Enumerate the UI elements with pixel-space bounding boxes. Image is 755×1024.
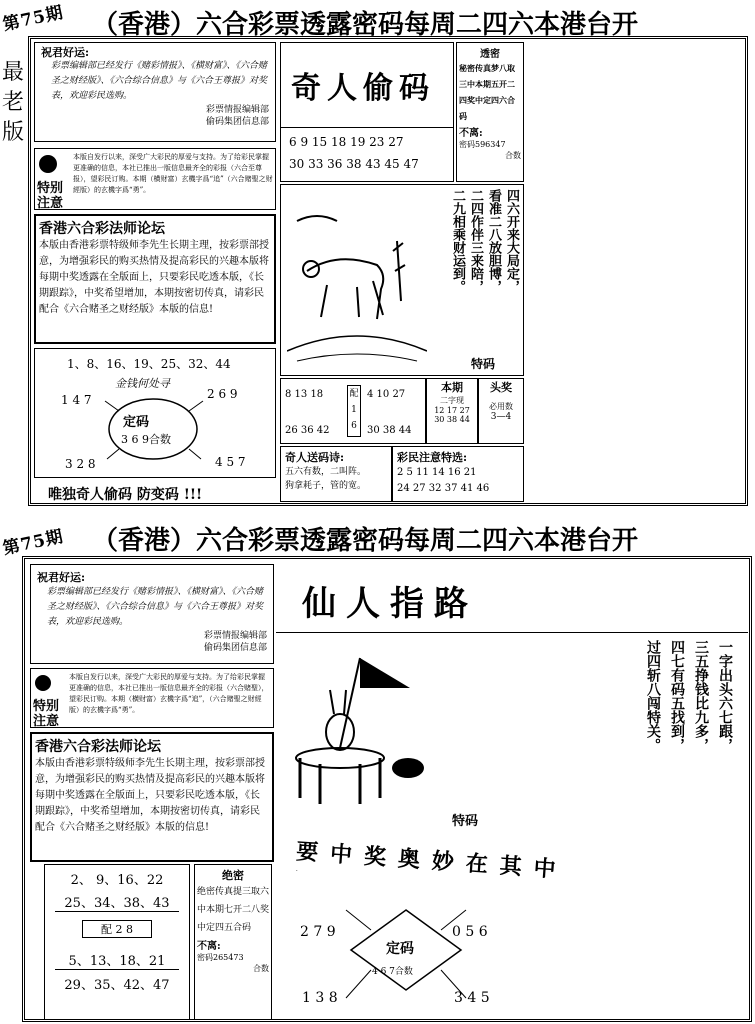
nums-row3: 5、13、18、21 <box>55 950 179 970</box>
toujiang-title: 头奖 <box>490 381 512 394</box>
nums-row2: 25、34、38、43 <box>55 892 179 912</box>
pei-left-top: 8 13 18 <box>285 389 324 400</box>
notice-label-1: 特别 <box>37 181 64 196</box>
section-1 <box>0 0 755 510</box>
songma-line2: 狗拿耗子，管的宽。 <box>285 481 367 491</box>
songma-box <box>280 446 392 502</box>
poem-col-3: 四七有码五找到， <box>669 640 685 752</box>
greeting-body: 彩票编辑部已经发行《赌彩情报》、《横财富》、《六合赌圣之财经版》、《六合综合信息》与《六合王尊报》对奖表，欢迎彩民选购。 <box>51 61 268 101</box>
juemi-box <box>194 864 272 1020</box>
pei-mid: 配 1 6 <box>347 385 361 437</box>
code-left-top: 1 4 7 <box>61 393 92 407</box>
diamond-left-bottom: 1 3 8 <box>302 990 338 1006</box>
nums-box <box>44 864 190 1020</box>
touma-code: 密码596347 <box>459 140 506 149</box>
diamond-left-top: 2 7 9 <box>300 924 336 940</box>
section-2 <box>0 510 755 1024</box>
side-label <box>2 58 24 148</box>
touma-heshu: 合数 <box>505 151 521 160</box>
qiren-divider <box>281 127 453 128</box>
notice-label-2: 注意 <box>33 714 60 729</box>
songma-title: 奇人送码诗: <box>285 451 345 464</box>
page-title: （香港）六合彩票透露密码每周二四六本港台开 <box>92 10 639 40</box>
greeting-box <box>30 564 274 664</box>
side-label-char: 版 <box>2 120 25 145</box>
code-center-label: 定码 <box>123 415 150 430</box>
caimin-title: 彩民注意特选: <box>397 451 468 464</box>
poem-col-4: 过四斩八闯特关。 <box>645 640 661 752</box>
code-panel <box>34 348 276 478</box>
touma-box <box>456 42 524 182</box>
deer-illustration <box>287 201 427 371</box>
pei-box <box>280 378 426 444</box>
footer-slogan: 唯独奇人偷码 防变码 !!! <box>48 487 203 503</box>
touma-title: 透密 <box>480 49 500 60</box>
juemi-code: 密码265473 <box>197 953 244 962</box>
code-center-sub: 3 6 9合数 <box>121 433 171 446</box>
greeting-body: 彩票编辑部已经发行《赌彩情报》、《横财富》、《六合赌圣之财经版》、《六合综合信息》与《六合王尊报》对奖表，欢迎彩民选购。 <box>47 587 264 627</box>
greeting-sign-2: 偷码集团信息部 <box>205 117 269 127</box>
xianren-divider <box>276 632 748 633</box>
qiren-box <box>280 42 454 182</box>
notice-body: 本版自发行以来，深受广大彩民的厚爱与支持。为了给彩民掌握更准确的信息，本社已推出一版信息最齐全的彩报（六合至尊报），望彩民订购。本期（横财富）玄機字爲“追”（六合赌聖之财經版）的玄機字爲“勇”。 <box>73 153 273 194</box>
nums-pei: 配 2 8 <box>82 920 152 938</box>
greeting-box <box>34 42 276 142</box>
bomb-icon <box>35 675 51 691</box>
code-left-bottom: 3 2 8 <box>65 457 96 471</box>
qiren-numbers-2: 30 33 36 38 43 45 47 <box>289 157 419 171</box>
touma-body: 秘密传真梦八取三中本期五开二四奖中定四六合码 <box>459 63 515 121</box>
poem-col-4: 二九相乘财运到。 <box>450 189 465 293</box>
xianren-title: 仙人指路 <box>302 584 478 624</box>
notice-box <box>34 148 276 210</box>
toujiang-box <box>478 378 524 444</box>
forum-body: 本版由香港彩票特级师李先生长期主理，按彩票部授意，为增强彩民的购买热情及提高彩民的兴趣本版将每期中奖透露在全版面上，只要彩民吃透本版，《长期跟踪》，中奖希望增加，本期按密切传真，请彩民配合《六合赌圣之财经版》本版的信息! <box>35 758 265 833</box>
bomb-icon <box>39 155 57 173</box>
benqi-sub: 二字现 <box>440 396 464 405</box>
greeting-sign-2: 偷码集团信息部 <box>203 643 267 653</box>
forum-box <box>34 214 276 344</box>
pei-left-bottom: 26 36 42 <box>285 425 330 436</box>
tema-label: 特码 <box>452 814 479 829</box>
code-right-top: 2 6 9 <box>207 387 238 401</box>
benqi-row1: 12 17 27 <box>434 406 470 415</box>
side-label-char: 最 <box>2 60 25 85</box>
notice-label-2: 注意 <box>37 196 64 211</box>
forum-box <box>30 732 274 862</box>
songma-line1: 五六有数，二叫阵。 <box>285 467 367 477</box>
issue-number: 第75期 <box>1 2 66 36</box>
diamond-right-bottom: 3 4 5 <box>454 990 490 1006</box>
greeting-label: 祝君好运: <box>37 571 86 584</box>
qiren-numbers-1: 6 9 15 18 19 23 27 <box>289 135 404 149</box>
toujiang-val: 3—4 <box>490 412 512 422</box>
forum-title: 香港六合彩法师论坛 <box>35 739 161 755</box>
page-title: （香港）六合彩票透露密码每周二四六本港台开 <box>92 526 639 556</box>
juemi-buli: 不离: <box>197 941 221 952</box>
poem-col-1: 四六开来大局定， <box>504 189 519 293</box>
poem-panel <box>280 184 524 376</box>
diamond-center-label: 定码 <box>386 941 414 957</box>
caimin-row2: 24 27 32 37 41 46 <box>397 483 490 494</box>
poem-col-2: 看准二八放胆博， <box>486 189 501 293</box>
poem-col-2: 三五挣钱比九多， <box>693 640 709 752</box>
side-label-char: 老 <box>2 90 25 115</box>
pei-right-top: 4 10 27 <box>367 389 406 400</box>
forum-body: 本版由香港彩票特级师李先生长期主理，按彩票部授意，为增强彩民的购买热情及提高彩民的兴趣本版将每期中奖透露在全版面上，只要彩民吃透本版，《长期跟踪》，中奖希望增加，本期按密切传真，请彩民配合《六合赌圣之财经版》本版的信息! <box>39 240 269 315</box>
caimin-row1: 2 5 11 14 16 21 <box>397 467 477 478</box>
top-numbers: 1、8、16、19、25、32、44 <box>67 357 231 371</box>
qiren-title: 奇人偷码 <box>291 71 435 106</box>
caimin-box <box>392 446 524 502</box>
forum-title: 香港六合彩法师论坛 <box>39 221 165 237</box>
tema-label: 特码 <box>471 357 496 371</box>
code-right-bottom: 4 5 7 <box>215 455 246 469</box>
touma-buli: 不离: <box>459 128 483 139</box>
toujiang-sub: 必用数 <box>489 402 513 411</box>
nums-row1: 2、 9、16、22 <box>70 873 164 888</box>
juemi-title: 绝密 <box>222 869 244 882</box>
notice-body: 本版自发行以来，深受广大彩民的厚爱与支持。为了给彩民掌握更准确的信息，本社已推出一版信息最齐全的彩报（六合赌聖），望彩民订购。本期（横财富）玄機字爲“追”，（六合赌聖之财經版）的玄機字爲“勇”。 <box>69 673 269 714</box>
arc-text: 要中奖奥妙在其中 <box>295 838 569 884</box>
arc-text: 金钱何处寻 <box>115 377 170 390</box>
rabbit-illustration <box>290 648 440 828</box>
issue-number: 第75期 <box>1 526 66 560</box>
poem-col-3: 二四作伴三来陪， <box>468 189 483 293</box>
diamond-right-top: 0 5 6 <box>452 924 488 940</box>
greeting-sign-1: 彩票情报编辑部 <box>203 631 267 641</box>
greeting-sign-1: 彩票情报编辑部 <box>205 105 269 115</box>
benqi-row2: 30 38 44 <box>434 415 470 424</box>
poem-col-1: 一字出头六七跟， <box>717 640 733 752</box>
benqi-box <box>426 378 478 444</box>
notice-label-1: 特别 <box>33 699 60 714</box>
juemi-heshu: 合数 <box>253 964 269 973</box>
diamond-center-sub: 4 6 7合数 <box>372 967 413 977</box>
greeting-label: 祝君好运: <box>41 46 90 59</box>
pei-right-bottom: 30 38 44 <box>367 425 412 436</box>
nums-row4: 29、35、42、47 <box>64 978 170 993</box>
juemi-body: 绝密传真提三取六中本期七开二八奖中定四五合码 <box>197 887 270 933</box>
benqi-title: 本期 <box>441 381 463 394</box>
notice-box <box>30 668 274 728</box>
